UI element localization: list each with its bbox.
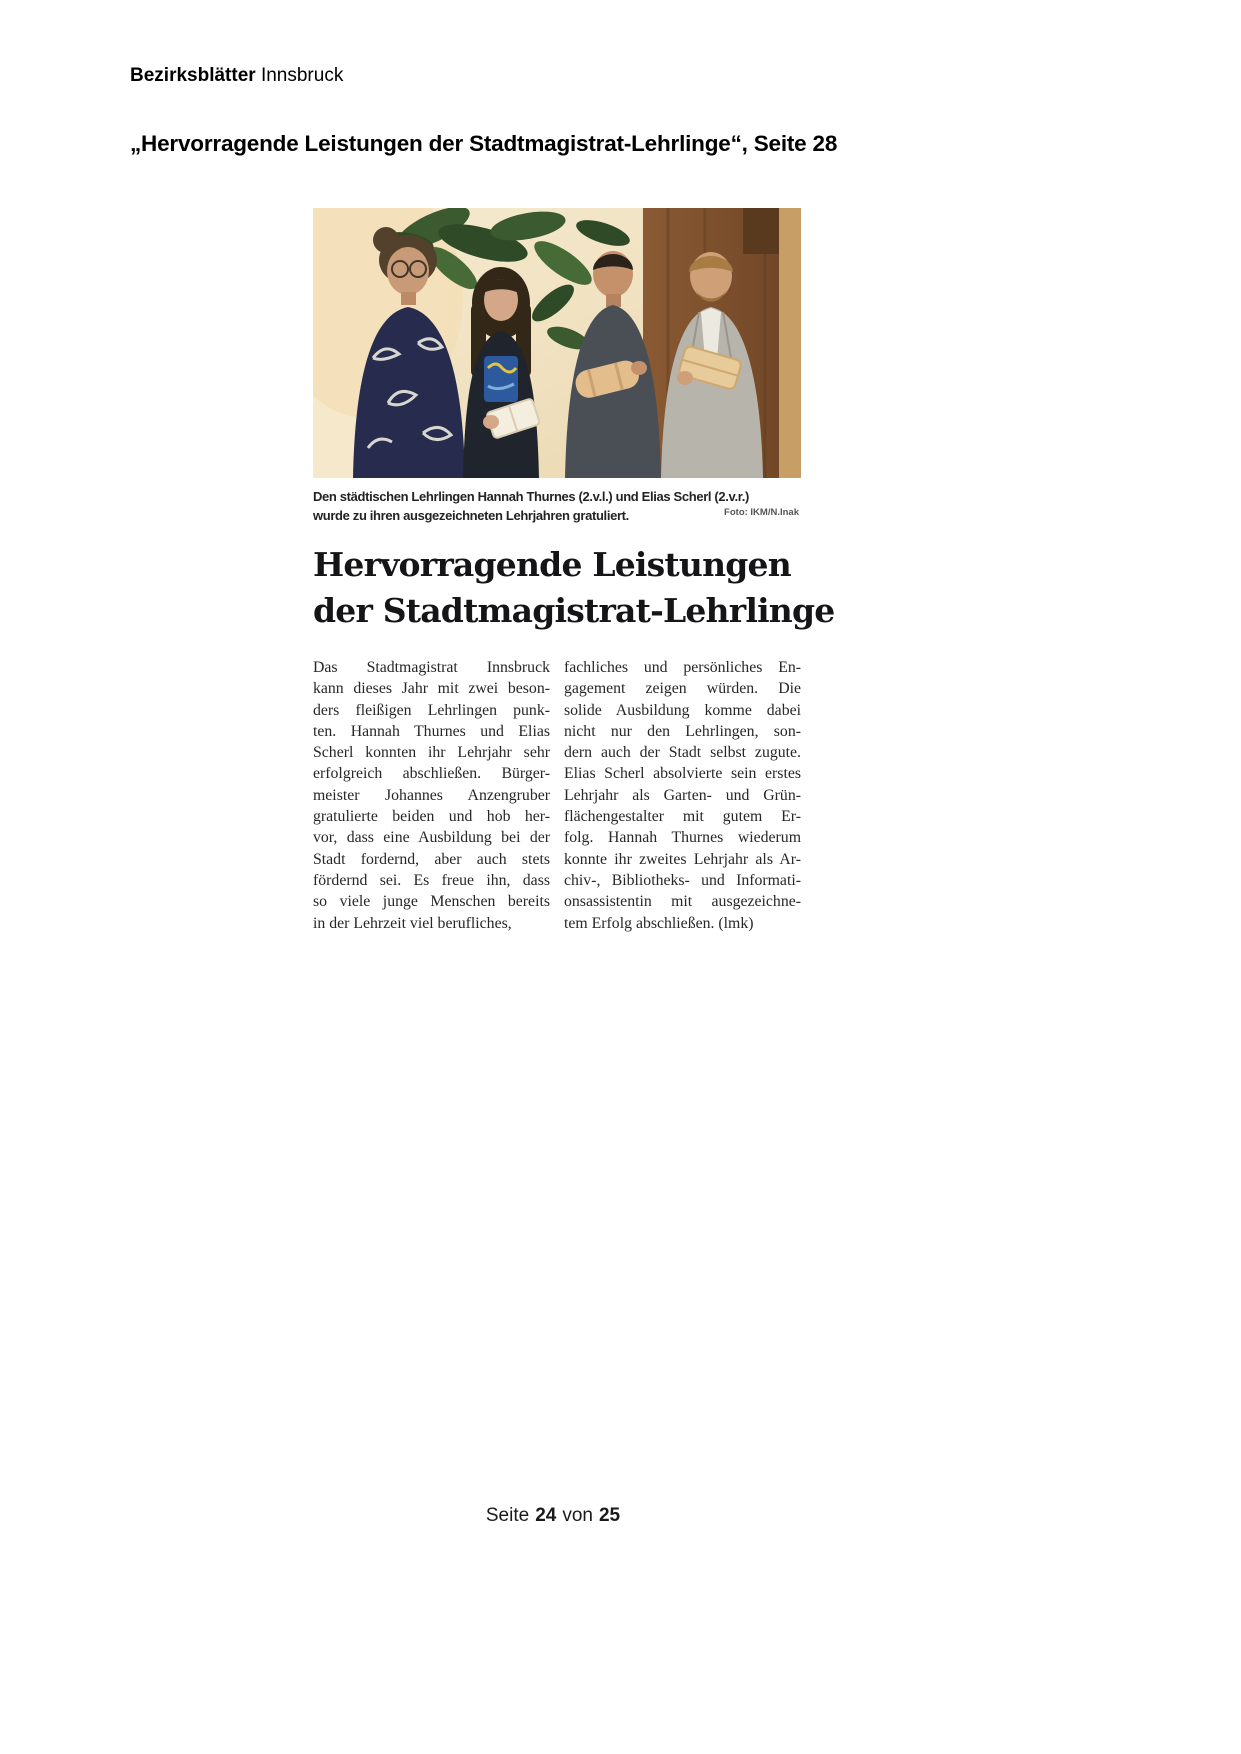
article-body: [313, 657, 801, 934]
publication-region: Innsbruck: [260, 65, 344, 86]
footer-label-page: Seite: [485, 1505, 530, 1526]
body-text-line: Lehrjahr als Garten- und Grün-: [564, 786, 801, 804]
body-text-line: erfolgreich abschließen. Bürger-: [313, 765, 550, 783]
photo-credit: Foto: IKM/N.Inak: [724, 507, 799, 518]
article-photo: [313, 208, 801, 478]
body-text-line: fachliches und persönliches En-: [564, 659, 801, 676]
body-text-line: ten. Hannah Thurnes und Elias: [313, 722, 550, 740]
body-text-line: Scherl konnten ihr Lehrjahr sehr: [313, 744, 550, 762]
article-headline: [313, 542, 835, 634]
caption-line: Den städtischen Lehrlingen Hannah Thurnes (2.v.l.) und Elias Scherl (2.v.r.): [313, 489, 749, 504]
publication-header: [130, 64, 343, 88]
headline-line: Hervorragende Leistungen: [313, 545, 791, 584]
body-text-line: gratulierte beiden und hob her-: [313, 808, 550, 826]
body-text-line: folg. Hannah Thurnes wiederum: [564, 829, 801, 847]
page-footer: [0, 1505, 1106, 1527]
body-text-line: vor, dass eine Ausbildung bei der: [313, 829, 550, 847]
page-title: „Hervorragende Leistungen der Stadtmagistrat-Lehrlinge“, Seite 28: [130, 131, 838, 156]
body-text-line: Elias Scherl absolvierte sein erstes: [564, 765, 801, 783]
body-text-line: fördernd sei. Es freue ihn, dass: [313, 871, 550, 889]
photo-caption: [313, 487, 801, 525]
person-young-woman: [463, 267, 540, 478]
body-text-line: meister Johannes Anzengruber: [313, 786, 550, 804]
body-text-line: Das Stadtmagistrat Innsbruck: [313, 659, 550, 676]
body-text-line: kann dieses Jahr mit zwei beson-: [313, 680, 550, 698]
body-text-line: Stadt fordernd, aber auch stets: [313, 850, 550, 868]
body-text-line: so viele junge Menschen bereits: [313, 893, 550, 911]
body-text-line: tem Erfolg abschließen. (lmk): [564, 914, 754, 932]
body-text-line: gagement zeigen würden. Die: [564, 680, 801, 698]
body-text-line: chiv-, Bibliotheks- und Informati-: [564, 871, 801, 889]
headline-line: der Stadtmagistrat-Lehrlinge: [313, 591, 835, 630]
caption-line: wurde zu ihren ausgezeichneten Lehrjahren gratuliert.: [313, 508, 629, 523]
footer-label-of: von: [562, 1505, 593, 1526]
footer-page-total: 25: [598, 1505, 621, 1526]
body-text-line: konnte ihr zweites Lehrjahr als Ar-: [564, 850, 801, 868]
body-text-line: onsassistentin mit ausgezeichne-: [564, 893, 801, 911]
body-text-line: solide Ausbildung komme dabei: [564, 701, 801, 719]
footer-page-current: 24: [535, 1505, 557, 1526]
body-text-line: in der Lehrzeit viel berufliches,: [313, 914, 512, 932]
article-clip: [313, 208, 835, 934]
body-text-line: nicht nur den Lehrlingen, son-: [564, 722, 801, 740]
body-column-left: [313, 657, 550, 934]
body-text-line: ders fleißigen Lehrlingen punk-: [313, 701, 550, 719]
body-column-right: [564, 657, 801, 934]
publication-name: Bezirksblätter: [130, 65, 256, 86]
body-text-line: flächengestalter mit gutem Er-: [564, 808, 801, 826]
body-text-line: dern auch der Stadt selbst zugute.: [564, 744, 801, 762]
